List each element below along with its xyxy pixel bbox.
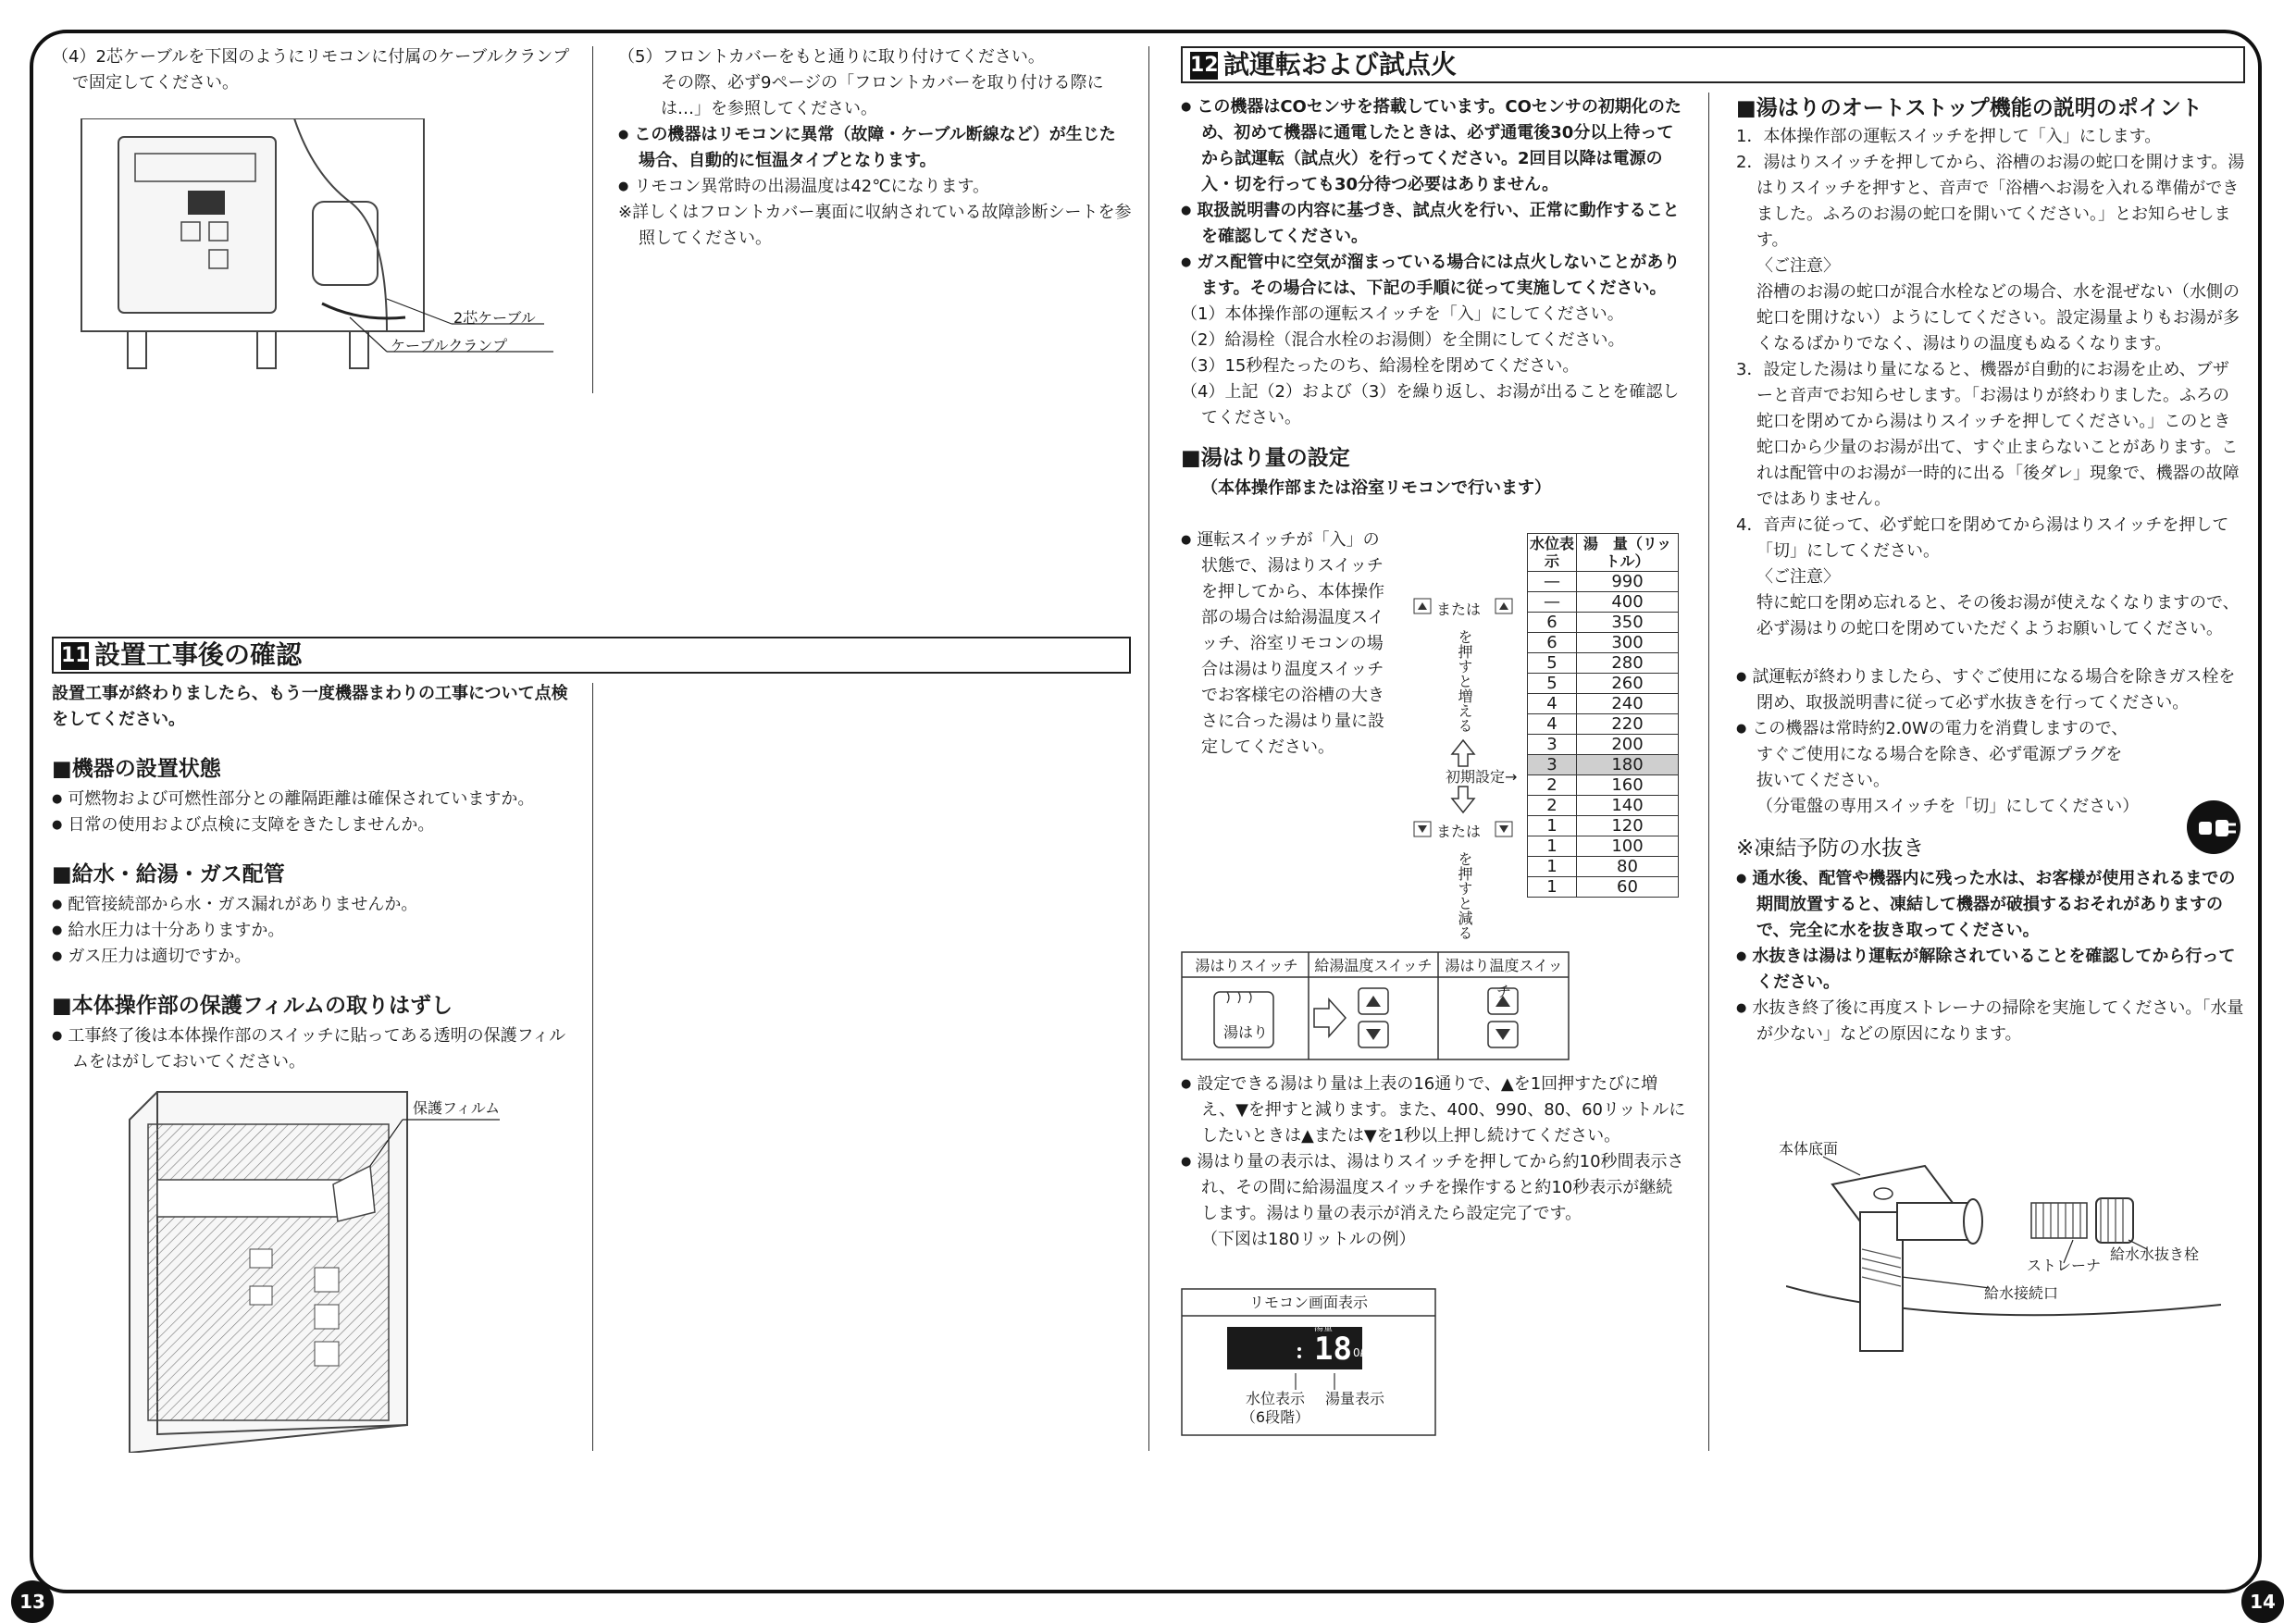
water-volume-cell: 160 [1577,775,1679,796]
section-11-title: 設置工事後の確認 [94,639,303,670]
remote-label-level-sub: （6段階） [1240,1408,1310,1426]
remote-label-level-text: 水位表示 [1245,1390,1305,1407]
protective-film-figure [120,1083,509,1453]
label-cable-clamp: ケーブルクランプ [391,337,508,354]
remote-unit: 0ℓ [1353,1346,1365,1359]
autostop-step: 4．音声に従って、必ず蛇口を閉めてから湯はりスイッチを押して「切」にしてください。 [1736,515,2229,561]
water-level-cell: 1 [1528,877,1577,898]
table-header: 水位表示 [1528,534,1577,572]
example-note: （下図は180リットルの例） [1201,1230,1416,1249]
unplug-icon [2186,799,2241,855]
table-row [1528,755,1679,775]
bullet-power-b: すぐご使用になる場合を除き、必ず電源プラグを [1756,745,2123,764]
note-diagnosis: ※詳しくはフロントカバー裏面に収納されている故障診断シートを参照してください。 [618,203,1132,248]
switch-label: 湯はり [1222,1023,1268,1041]
freeze-item: ● 水抜きは湯はり運転が解除されていることを確認してから行ってください。 [1736,944,2245,996]
switch-head-filling: 湯はりスイッチ [1195,957,1298,974]
step: （3）15秒程たったのち、給湯栓を閉めてください。 [1181,356,1580,376]
list-item: ● 工事終了後は本体操作部のスイッチに貼ってある透明の保護フィルムをはがしておいてください。 [52,1023,570,1075]
water-volume-cell: 100 [1577,836,1679,857]
water-volume-cell: 180 [1577,755,1679,775]
caution-head: 〈ご注意〉 [1756,256,1840,276]
filling-description: ● 運転スイッチが「入」の状態で、湯はりスイッチを押してから、本体操作部の場合は給湯温度スイッチ、浴室リモコンの場合は湯はり温度スイッチでお客様宅の浴槽の大きさに合った湯はり量に設定してください。 [1181,527,1396,761]
water-level-cell: — [1528,592,1577,613]
caution-text: 特に蛇口を閉め忘れると、その後お湯が使えなくなりますので、必ず湯はりの蛇口を閉めていただくようお願いしてください。 [1756,593,2240,638]
heading-filling: ■湯はり量の設定 [1181,446,1350,470]
heading-freeze: ※凍結予防の水抜き [1736,836,1925,861]
step: （2）給湯栓（混合水栓のお湯側）を全開にしてください。 [1181,330,1625,350]
remote-label-amount: 湯量表示 [1325,1390,1385,1407]
bullet-remote-fault: ● この機器はリモコンに異常（故障・ケーブル断線など）が生じた場合、自動的に恒温タイプとなります。 [618,122,1132,174]
step: （4）上記（2）および（3）を繰り返し、お湯が出ることを確認してください。 [1181,382,1680,427]
water-level-cell: 3 [1528,735,1577,755]
water-level-cell: 2 [1528,775,1577,796]
section-11-header [52,637,1131,674]
section-12-header [1181,46,2245,83]
label-strainer: ストレーナ [2027,1257,2102,1274]
water-volume-cell: 80 [1577,857,1679,877]
step-5-note: その際、必ず9ページの「フロントカバーを取り付ける際には…」を参照してください。 [661,73,1104,118]
section-12-body [1181,94,1688,502]
step-5: （5）フロントカバーをもと通りに取り付けてください。 [618,47,1045,67]
water-volume-cell: 120 [1577,816,1679,836]
water-level-cell: 2 [1528,796,1577,816]
col2-top [618,44,1132,252]
water-level-cell: 4 [1528,694,1577,714]
water-level-cell: 1 [1528,816,1577,836]
table-row [1528,633,1679,653]
caution-text: 浴槽のお湯の蛇口が混合水栓などの場合、水を混ぜない（水側の蛇口を開けない）ようにしてください。設定湯量よりもお湯が多くなるばかりでなく、湯はりの温度もぬるくなります。 [1756,282,2240,353]
autostop-step: 2．湯はりスイッチを押してから、浴槽のお湯の蛇口を開けます。湯はりスイッチを押すと、音声で「浴槽へお湯を入れる準備ができました。ふろのお湯の蛇口を開いてください。」とお知らせします。 [1736,153,2245,250]
table-header: 湯 量（リットル） [1577,534,1679,572]
col1-top [52,44,570,96]
switch-head-hotwater-temp: 給湯温度スイッチ [1314,957,1433,974]
column-divider [1708,93,1709,1451]
water-volume-cell: 990 [1577,572,1679,592]
list-item: ● 日常の使用および点検に支障をきたしませんか。 [52,812,570,838]
section-11-intro: 設置工事が終わりましたら、もう一度機器まわりの工事について点検をしてください。 [52,684,568,729]
table-row [1528,674,1679,694]
bullet-co-sensor: ● この機器はCOセンサを搭載しています。COセンサの初期化のため、初めて機器に通電したときは、必ず通電後30分以上待ってから試運転（試点火）を行ってください。2回目以降は電源の入・切を行っても30分待つ必要はありません。 [1181,94,1688,198]
water-volume-cell: 260 [1577,674,1679,694]
section-12-title: 試運転および試点火 [1223,49,1458,80]
table-row [1528,613,1679,633]
water-level-cell: 6 [1528,613,1577,633]
water-level-cell: 1 [1528,836,1577,857]
label-2core-cable: 2芯ケーブル [453,309,536,327]
bullet-air-in-pipe: ● ガス配管中に空気が溜まっている場合には点火しないことがあります。その場合には、下記の手順に従って実施してください。 [1181,250,1688,302]
bullet-power-d: （分電盤の専用スイッチを「切」にしてください） [1756,797,2140,816]
label-or-up: または [1436,601,1482,618]
label-or-down: または [1436,823,1482,840]
table-row [1528,592,1679,613]
autostop-step: 1．本体操作部の運転スイッチを押して「入」にします。 [1736,127,2162,146]
table-row [1528,735,1679,755]
water-volume-cell: 220 [1577,714,1679,735]
heading-autostop: ■湯はりのオートストップ機能の説明のポイント [1736,96,2203,120]
caution-head: 〈ご注意〉 [1756,567,1840,587]
table-row [1528,816,1679,836]
page-divider [1148,46,1149,1451]
heading-install-state: ■機器の設置状態 [52,757,221,781]
label-push-up: を押すと増える [1456,629,1473,733]
water-volume-cell: 60 [1577,877,1679,898]
list-item: ● 可燃物および可燃性部分との離隔距離は確保されていますか。 [52,787,570,812]
remote-display-title: リモコン画面表示 [1248,1294,1368,1311]
table-row [1528,836,1679,857]
note-display: ● 湯はり量の表示は、湯はりスイッチを押してから約10秒間表示され、その間に給湯温度スイッチを操作すると約10秒表示が継続します。湯はり量の表示が消えたら設定完了です。 [1181,1149,1688,1227]
label-protective-film: 保護フィルム [413,1099,501,1117]
filling-desc [1181,527,1396,761]
water-volume-cell: 350 [1577,613,1679,633]
water-volume-cell: 300 [1577,633,1679,653]
water-volume-cell: 200 [1577,735,1679,755]
water-level-cell: 1 [1528,857,1577,877]
table-row [1528,694,1679,714]
note-16-settings: ● 設定できる湯はり量は上表の16通りで、▲を1回押すたびに増え、▼を押すと減ります。また、400、990、80、60リットルにしたいときは▲または▼を1秒以上押し続けてください。 [1181,1072,1688,1149]
water-volume-cell: 240 [1577,694,1679,714]
filling-notes [1181,1072,1688,1253]
label-inlet: 給水接続口 [1984,1284,2059,1302]
column-divider [592,683,593,1451]
table-row [1528,775,1679,796]
section-11-body [52,681,570,1075]
table-row [1528,796,1679,816]
freeze-item: ● 水抜き終了後に再度ストレーナの掃除を実施してください。「水量が少ない」などの原因になります。 [1736,996,2245,1047]
water-level-table [1527,533,1679,898]
bullet-power-a: ● この機器は常時約2.0Wの電力を消費しますので、 [1736,716,2245,742]
page-number-left: 13 [11,1580,54,1623]
list-item: ● ガス圧力は適切ですか。 [52,944,570,970]
remote-label-level [1238,1390,1312,1427]
table-row [1528,572,1679,592]
table-row [1528,857,1679,877]
page-number-right: 14 [2241,1580,2284,1623]
remote-small-label: 湯量 [1314,1323,1333,1333]
water-level-cell: 6 [1528,633,1577,653]
label-drain-plug: 給水水抜き栓 [2110,1245,2200,1263]
autostop-step: 3．設定した湯はり量になると、機器が自動的にお湯を止め、ブザーと音声でお知らせします。「お湯はりが終わりました。ふろの蛇口を閉めてから湯はりスイッチを押してください。」このとき蛇口から少量のお湯が出て、すぐ止まらないことがあります。これは配管中のお湯が一時的に出る「後ダレ」現象で、機器の故障ではありません。 [1736,360,2240,509]
list-item: ● 配管接続部から水・ガス漏れがありませんか。 [52,892,570,918]
water-volume-cell: 400 [1577,592,1679,613]
subheading-filling: （本体操作部または浴室リモコンで行います） [1201,478,1551,498]
water-volume-cell: 140 [1577,796,1679,816]
bullet-after-test: ● 試運転が終わりましたら、すぐご使用になる場合を除きガス栓を閉め、取扱説明書に従って必ず水抜きを行ってください。 [1736,664,2245,716]
list-item: ● 給水圧力は十分ありますか。 [52,918,570,944]
col4-body [1736,94,2245,1047]
heading-piping: ■給水・給湯・ガス配管 [52,862,285,886]
switch-head-filling-temp: 湯はり温度スイッチ [1445,957,1563,1000]
freeze-item: ● 通水後、配管や機器内に残った水は、お客様が使用されるまでの期間放置すると、凍結して機器が破損するおそれがありますので、完全に水を抜き取ってください。 [1736,866,2245,944]
bullet-temp: ● リモコン異常時の出湯温度は42℃になります。 [618,174,1132,200]
water-level-cell: — [1528,572,1577,592]
step-4: （4）2芯ケーブルを下図のようにリモコンに付属のケーブルクランプで固定してください。 [52,47,570,93]
water-level-cell: 3 [1528,755,1577,775]
label-initial-setting: 初期設定→ [1446,768,1518,786]
water-level-cell: 4 [1528,714,1577,735]
column-divider [592,46,593,393]
section-11-number: 11 [61,642,89,670]
table-row [1528,653,1679,674]
water-level-cell: 5 [1528,674,1577,694]
section-12-number: 12 [1190,52,1218,80]
water-level-cell: 5 [1528,653,1577,674]
step: （1）本体操作部の運転スイッチを「入」にしてください。 [1181,304,1624,324]
table-row [1528,877,1679,898]
heading-protect-film: ■本体操作部の保護フィルムの取りはずし [52,994,453,1018]
water-volume-cell: 280 [1577,653,1679,674]
label-base: 本体底面 [1779,1140,1839,1158]
label-push-down: を押すと減る [1456,851,1473,940]
bullet-power-c: 抜いてください。 [1756,771,1890,790]
table-row [1528,714,1679,735]
bullet-test-ignition: ● 取扱説明書の内容に基づき、試点火を行い、正常に動作することを確認してください。 [1181,198,1688,250]
remote-digits: 18 [1314,1331,1352,1368]
